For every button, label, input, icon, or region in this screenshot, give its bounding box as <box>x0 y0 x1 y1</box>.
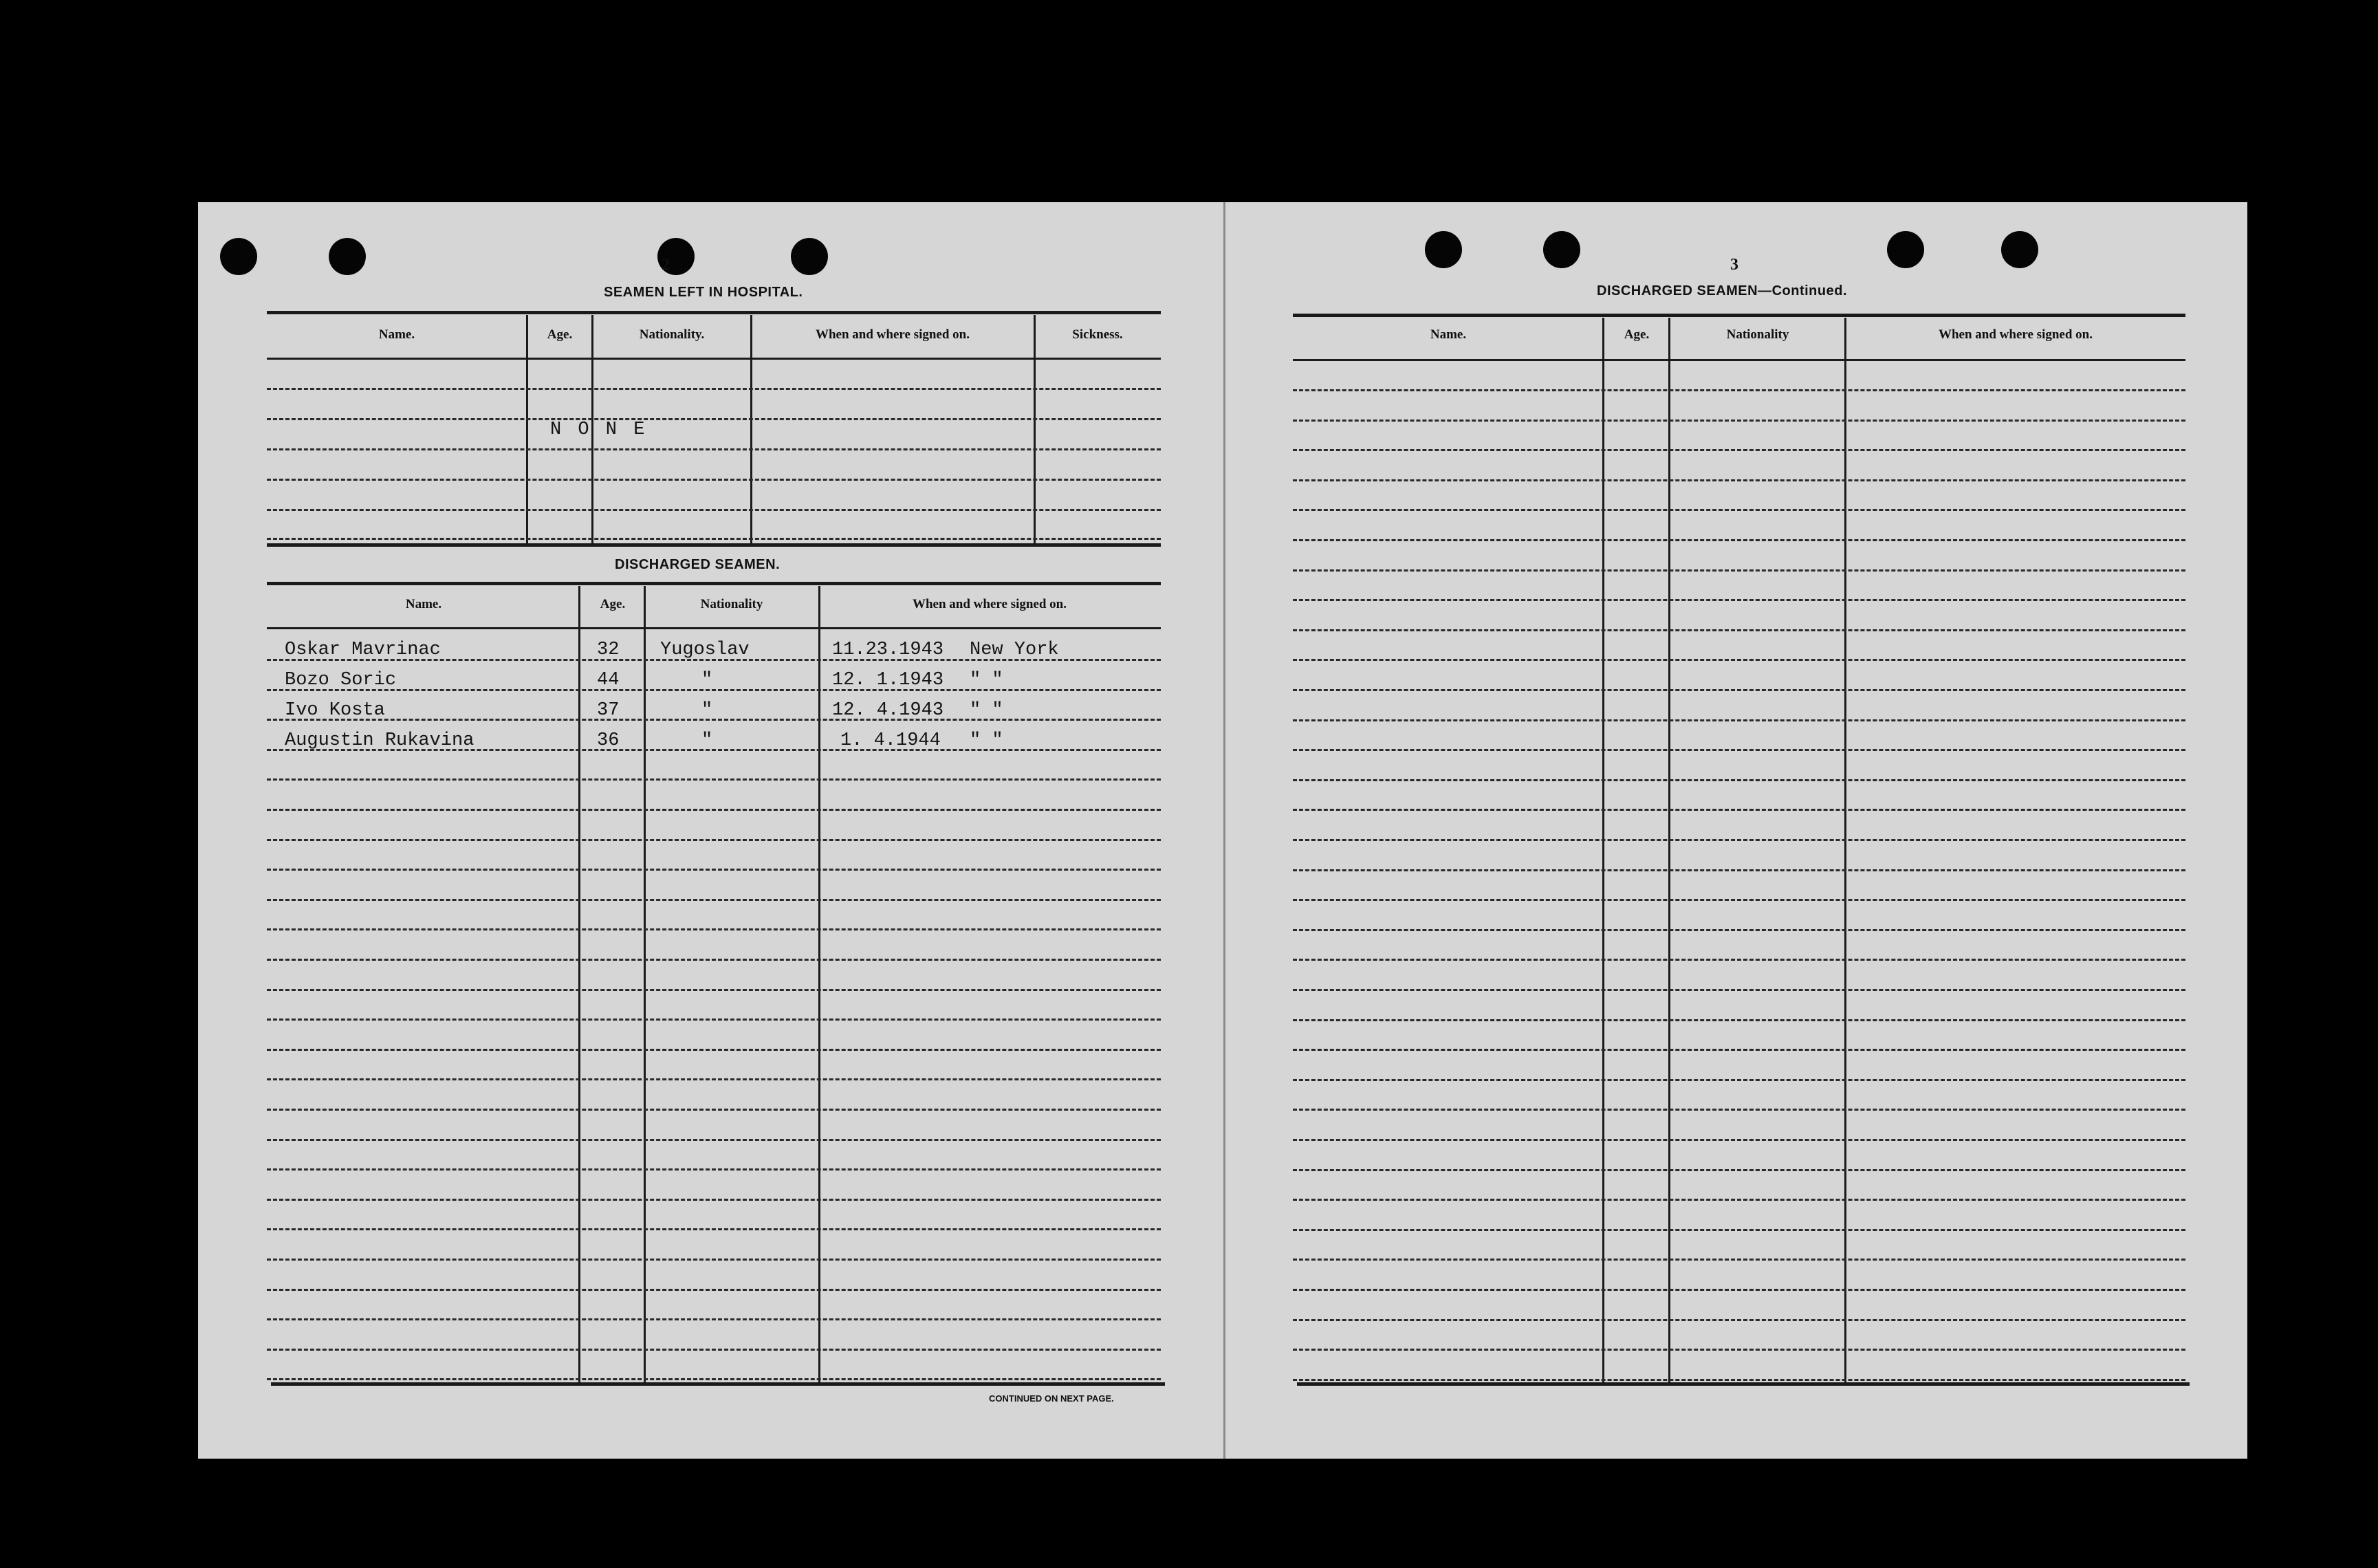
entry-line <box>1293 1349 2185 1351</box>
discharged-nationality-cell: " <box>701 700 713 721</box>
entry-line <box>267 1019 1161 1021</box>
discharged-date-cell: 12. 4.1943 <box>832 700 944 721</box>
table-top-rule <box>267 311 1161 314</box>
entry-line <box>1293 809 2185 811</box>
entry-line <box>267 1259 1161 1261</box>
entry-line <box>267 1078 1161 1080</box>
entry-line <box>1293 1319 2185 1321</box>
entry-line <box>267 1199 1161 1201</box>
discharged-date-cell: 11.23.1943 <box>832 640 944 660</box>
col-age: Age. <box>1624 327 1650 342</box>
continued-footer: CONTINUED ON NEXT PAGE. <box>989 1393 1114 1404</box>
col-nationality: Nationality <box>700 597 763 611</box>
discharged-place-cell: " " <box>970 700 1003 721</box>
entry-line <box>267 1289 1161 1291</box>
entry-line <box>267 959 1161 961</box>
entry-line <box>267 719 1161 721</box>
entry-line <box>267 1139 1161 1141</box>
discharged-name-cell: Bozo Soric <box>285 670 397 690</box>
discharged-age-cell: 36 <box>597 730 620 751</box>
entry-line <box>1293 1109 2185 1111</box>
discharged-heading: DISCHARGED SEAMEN. <box>615 557 781 572</box>
entry-line <box>267 1049 1161 1051</box>
entry-line <box>267 1109 1161 1111</box>
entry-line <box>267 1349 1161 1351</box>
col-age: Age. <box>547 327 573 342</box>
entry-line <box>267 1228 1161 1230</box>
entry-line <box>1293 779 2185 781</box>
punch-hole <box>1425 231 1462 268</box>
entry-line <box>1293 479 2185 481</box>
col-sickness: Sickness. <box>1072 327 1123 342</box>
entry-line <box>267 418 1161 420</box>
col-signed-on: When and where signed on. <box>912 597 1067 611</box>
col-divider <box>1668 318 1670 1382</box>
left-page <box>198 202 1224 1459</box>
discharged-age-cell: 44 <box>597 670 620 690</box>
col-age: Age. <box>600 597 626 611</box>
discharged-place-cell: " " <box>970 730 1003 751</box>
entry-line <box>1293 1289 2185 1291</box>
punch-hole <box>1543 231 1580 268</box>
header-rule <box>267 627 1161 629</box>
entry-line <box>1293 420 2185 422</box>
discharged-place-cell: New York <box>970 640 1059 660</box>
entry-line <box>1293 959 2185 961</box>
entry-line <box>1293 509 2185 511</box>
entry-line <box>1293 599 2185 601</box>
table-bottom-rule <box>271 1382 1165 1386</box>
entry-line <box>267 778 1161 781</box>
col-divider <box>644 586 646 1382</box>
header-rule <box>267 358 1161 360</box>
entry-line <box>1293 659 2185 661</box>
entry-line <box>1293 1169 2185 1171</box>
punch-hole <box>2001 231 2038 268</box>
table-bottom-rule <box>267 543 1161 547</box>
col-divider <box>1844 318 1846 1382</box>
entry-line <box>1293 749 2185 751</box>
discharged-place-cell: " " <box>970 670 1003 690</box>
col-name: Name. <box>378 327 415 342</box>
discharged-nationality-cell: Yugoslav <box>660 640 750 660</box>
discharged-nationality-cell: " <box>701 730 713 751</box>
entry-line <box>1293 539 2185 541</box>
discharged-name-cell: Ivo Kosta <box>285 700 385 721</box>
punch-hole <box>329 238 366 275</box>
col-signed-on: When and where signed on. <box>815 327 970 342</box>
hospital-none-note: N O N E <box>550 420 648 440</box>
discharged-nationality-cell: " <box>701 670 713 690</box>
entry-line <box>267 928 1161 930</box>
discharged-name-cell: Augustin Rukavina <box>285 730 474 751</box>
header-rule <box>1293 359 2185 361</box>
entry-line <box>267 1168 1161 1170</box>
entry-line <box>1293 449 2185 451</box>
entry-line <box>267 689 1161 691</box>
entry-line <box>1293 389 2185 391</box>
table-top-rule <box>1293 314 2185 317</box>
punch-hole <box>1887 231 1924 268</box>
col-name: Name. <box>405 597 442 611</box>
table-bottom-rule <box>1297 1382 2190 1386</box>
col-name: Name. <box>1430 327 1467 342</box>
col-divider <box>818 586 820 1382</box>
col-divider <box>578 586 580 1382</box>
entry-line <box>267 809 1161 811</box>
entry-line <box>267 899 1161 901</box>
entry-line <box>1293 1079 2185 1081</box>
page-number: 2 <box>662 256 670 274</box>
discharged-name-cell: Oskar Mavrinac <box>285 640 441 660</box>
discharged-age-cell: 37 <box>597 700 620 721</box>
entry-line <box>1293 719 2185 721</box>
punch-hole <box>220 238 257 275</box>
entry-line <box>267 1318 1161 1320</box>
entry-line <box>1293 839 2185 841</box>
entry-line <box>1293 989 2185 991</box>
hospital-heading: SEAMEN LEFT IN HOSPITAL. <box>604 285 803 300</box>
entry-line <box>267 839 1161 841</box>
entry-line <box>1293 929 2185 931</box>
entry-line <box>1293 869 2185 871</box>
entry-line <box>1293 629 2185 631</box>
punch-hole <box>791 238 828 275</box>
entry-line <box>1293 1139 2185 1141</box>
discharged-date-cell: 12. 1.1943 <box>832 670 944 690</box>
entry-line <box>267 448 1161 450</box>
col-divider <box>1602 318 1604 1382</box>
discharged-continued-heading: DISCHARGED SEAMEN—Continued. <box>1597 283 1847 298</box>
entry-line <box>267 388 1161 390</box>
entry-line <box>1293 1379 2185 1381</box>
page-number: 3 <box>1730 256 1738 274</box>
col-nationality: Nationality. <box>639 327 705 342</box>
entry-line <box>1293 689 2185 691</box>
entry-line <box>267 538 1161 540</box>
discharged-age-cell: 32 <box>597 640 620 660</box>
entry-line <box>1293 899 2185 901</box>
entry-line <box>1293 1199 2185 1201</box>
discharged-date-cell: 1. 4.1944 <box>840 730 941 751</box>
entry-line <box>1293 569 2185 571</box>
entry-line <box>1293 1049 2185 1051</box>
entry-line <box>1293 1019 2185 1021</box>
col-nationality: Nationality <box>1726 327 1789 342</box>
entry-line <box>267 1378 1161 1380</box>
entry-line <box>267 509 1161 511</box>
entry-line <box>1293 1259 2185 1261</box>
entry-line <box>267 869 1161 871</box>
entry-line <box>1293 1229 2185 1231</box>
entry-line <box>267 479 1161 481</box>
entry-line <box>267 989 1161 991</box>
table-top-rule <box>267 582 1161 585</box>
col-signed-on: When and where signed on. <box>1938 327 2093 342</box>
